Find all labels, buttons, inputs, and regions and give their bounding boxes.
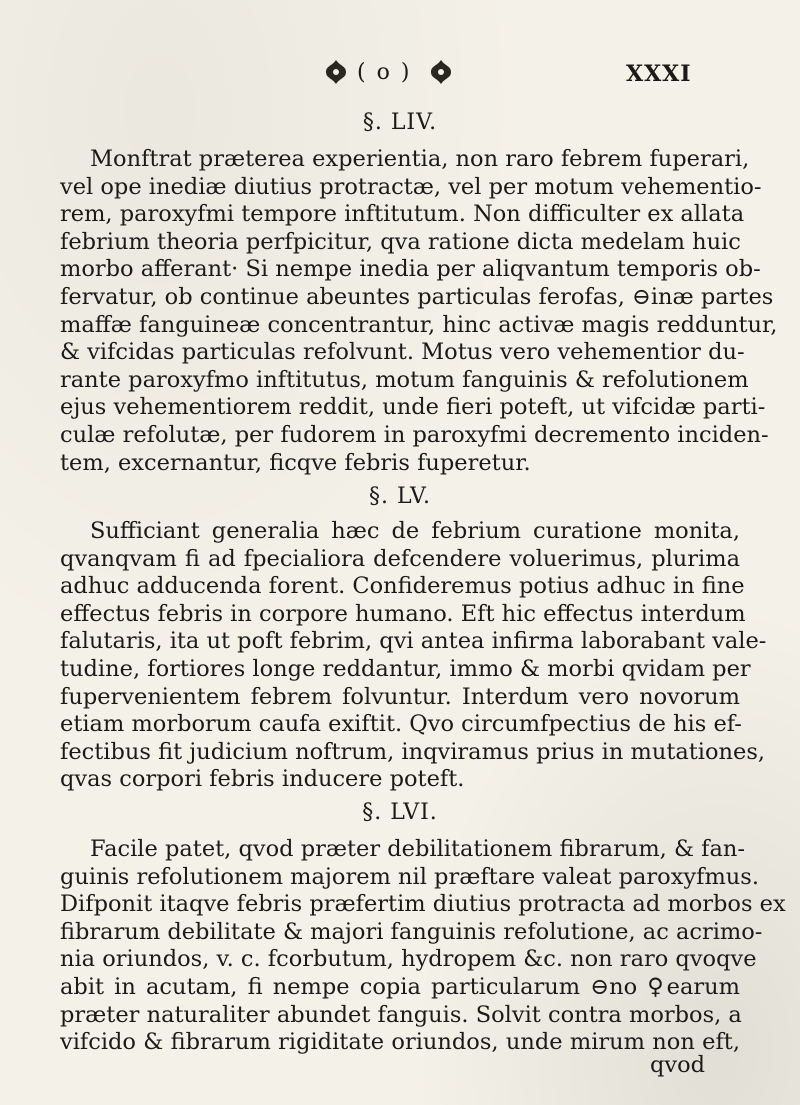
text-line: adhuc adducenda forent. Confideremus potius adhuc in fine [60,573,745,600]
text-line: Monftrat præterea experientia, non raro febrem fuperari, [90,146,750,172]
section-heading-lvi: §. LVI. [362,800,438,825]
text-line: falutaris, ita ut poft febrim, qvi antea infirma laborabant vale- [60,628,767,655]
text-line: culæ refolutæ, per fudorem in paroxyfmi decremento inciden- [60,421,769,448]
fleuron-right-icon [427,58,455,86]
text-line: vifcido & fibrarum rigiditate oriundos, unde mirum non eft, [60,1029,740,1056]
text-line: fupervenientem febrem folvuntur. Interdum vero novorum [60,683,740,710]
paragraph-lv [60,518,767,794]
text-line: præter naturaliter abundet fanguis. Solvit contra morbos, a [60,1001,742,1028]
catchword: qvod [650,1052,706,1078]
text-line: Difponit itaqve febris præfertim diutius protracta ad morbos ex [60,891,786,918]
text-line: qvanqvam fi ad fpecialiora defcendere voluerimus, plurima [60,545,740,572]
running-header [0,58,800,92]
text-line: qvas corpori febris inducere poteft. [60,766,465,793]
text-line: fectibus fit judicium noftrum, inqviramus prius in mutationes, [60,738,766,765]
text-line: maffæ fanguineæ concentrantur, hinc activæ magis redduntur, [60,311,778,338]
fleuron-left-icon [322,58,350,86]
text-line: rem, paroxyfmi tempore inftitutum. Non difficulter ex allata [60,201,745,228]
text-line: tudine, fortiores longe reddantur, immo & morbi qvidam per [60,655,751,682]
text-line: effectus febris in corpore humano. Eft hic effectus interdum [60,600,746,627]
paragraph-lvi [60,836,786,1057]
text-line: tem, excernantur, ficqve febris fuperetur. [60,449,531,476]
section-heading-lv: §. LV. [368,484,432,509]
text-line: etiam morborum caufa exiftit. Qvo circumfpectius de his ef- [60,711,742,738]
section-heading-liv: §. LIV. [362,110,438,135]
text-line: febrium theoria perfpicitur, qva ratione dicta medelam huic [60,228,741,255]
text-line: Sufficiant generalia hæc de febrium curatione monita, [90,518,740,544]
text-line: ejus vehementiorem reddit, unde fieri poteft, ut vifcidæ parti- [60,394,766,421]
printer-signature: ( o ) [357,60,412,85]
page-number: XXXI [626,61,692,87]
text-line: Facile patet, qvod præter debilitationem fibrarum, & fan- [90,836,745,862]
paragraph-liv [60,146,778,477]
text-line: fibrarum debilitate & majori fanguinis refolutione, ac acrimo- [60,918,763,945]
text-line: fervatur, ob continue abeuntes particulas ferofas, ⊖inæ partes [60,283,774,310]
text-line: morbo afferant· Si nempe inedia per aliqvantum temporis ob- [60,256,761,283]
text-line: & vifcidas particulas refolvunt. Motus vero vehementior du- [60,339,745,366]
text-line: rante paroxyfmo inftitutus, motum fanguinis & refolutionem [60,366,749,393]
text-line: nia oriundos, v. c. fcorbutum, hydropem &c. non raro qvoqve [60,946,757,973]
text-line: guinis refolutionem majorem nil præftare valeat paroxyfmus. [60,863,759,890]
text-line: vel ope inediæ diutius protractæ, vel per motum vehementio- [60,173,762,200]
text-line: abit in acutam, fi nempe copia particularum ⊖no ♀earum [60,973,740,1000]
